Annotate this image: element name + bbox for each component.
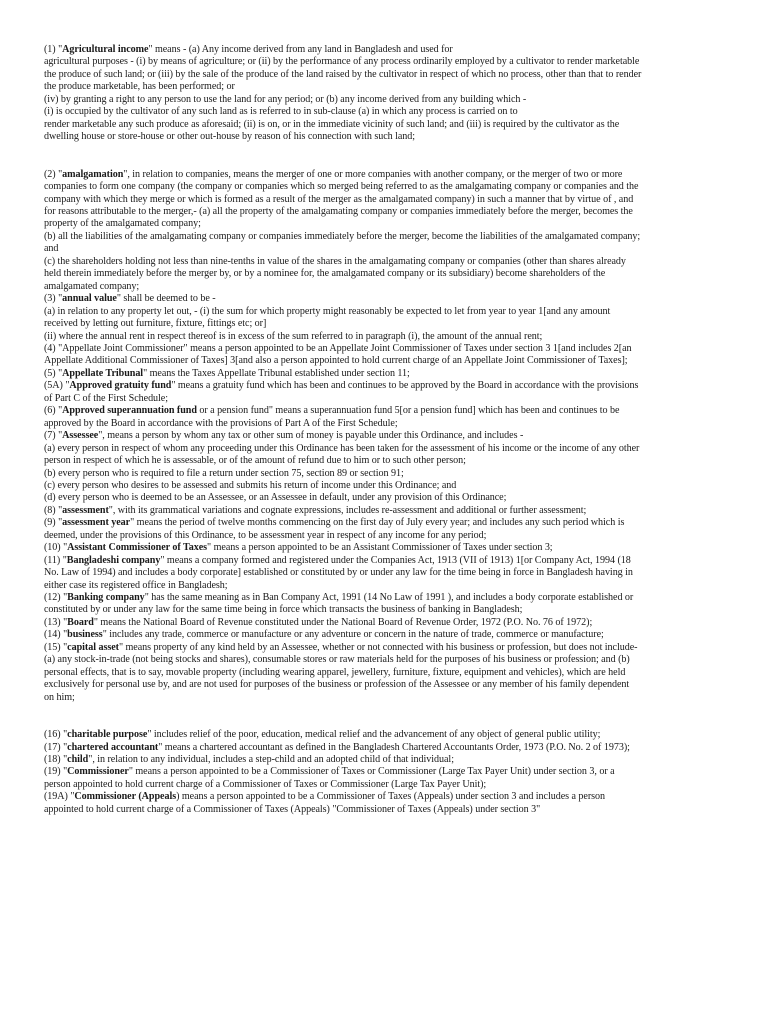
defined-term: Bangladeshi company [66,554,161,566]
document-line [44,44,724,56]
document-line: of Part C of the First Schedule; [44,392,168,404]
line-definition: " means a person appointed to be a Commissioner of Taxes or Commissioner (Large Tax Payer Unit) under section 3, or a [128,766,615,778]
document-line [44,542,724,554]
paragraph-gap [44,704,724,729]
document-line: agricultural purposes - (i) by means of agriculture; or (ii) by the performance of any process ordinarily employed by a cultivator to render marketable [44,56,640,68]
line-prefix: (19A) " [44,791,75,803]
document-line: for reasons attributable to the merger,- (a) all the property of the amalgamating company or companies immediately before the merger, becomes the [44,205,633,217]
document-line: property of the amalgamated company; [44,218,201,230]
document-line [44,754,724,766]
defined-term: assessment [62,504,109,516]
defined-term: Approved gratuity fund [69,380,172,392]
document-line [44,555,724,567]
line-definition: " shall be deemed to be - [116,293,216,305]
line-prefix: (7) " [44,430,63,442]
document-line [44,405,724,417]
document-line: (b) all the liabilities of the amalgamating company or companies immediately before the merger, become the liabilities of the amalgamated company; [44,230,641,242]
document-line: received by letting out furniture, fixture, fittings etc; or] [44,318,267,330]
line-prefix: (13) " [44,616,68,628]
line-definition: " includes any trade, commerce or manufacture or any adventure or concern in the nature of trade, commerce or manufacture; [102,629,604,641]
defined-term: amalgamation [62,168,124,180]
document-line: companies to form one company (the company or companies which so merged being referred to as the amalgamating company or companies and the [44,181,639,193]
document-line: (c) the shareholders holding not less than nine-tenths in value of the shares in the amalgamating company or companies (other than shares already [44,255,626,267]
document-line [44,368,724,380]
line-prefix: (16) " [44,729,68,741]
document-line [44,742,724,754]
line-definition: ", means a person by whom any tax or other sum of money is payable under this Ordinance, and includes - [98,430,524,442]
line-definition: ", in relation to any individual, includes a step-child and an adopted child of that individual; [88,754,454,766]
defined-term: business [67,629,103,641]
document-line: company with which they merge or which is formed as a result of the merger as the amalgamated company) in such a manner that by virtue of , and [44,193,634,205]
line-prefix: (18) " [44,754,68,766]
line-prefix: (17) " [44,741,68,753]
document-line [44,380,724,392]
line-definition: " means a person appointed to be an Assistant Commissioner of Taxes under section 3; [207,542,553,554]
line-prefix: (1) " [44,44,63,55]
document-line: dwelling house or store-house or other out-house by reason of his connection with such land; [44,131,416,143]
defined-term: Commissioner [67,766,129,778]
line-prefix: (15) " [44,641,68,653]
document-line: (ii) where the annual rent in respect thereof is in excess of the sum referred to in paragraph (i), the amount of the annual rent; [44,330,543,342]
document-line: the produce of such land; or (iii) by the sale of the produce of the land raised by the cultivator in respect of which no process, other than that to render [44,68,642,80]
document-line: person appointed to hold current charge of a Commissioner of Taxes or Commissioner (Large Tax Payer Unit); [44,778,487,790]
document-line: person in respect of which he is assessable, or of the amount of refund due to him or to such other person; [44,455,466,467]
line-prefix: (14) " [44,629,68,641]
line-prefix: (8) " [44,504,63,516]
document-line [44,791,724,803]
document-line: either case its registered office in Bangladesh; [44,579,228,591]
line-prefix: (12) " [44,592,68,604]
document-line [44,505,724,517]
line-definition: ", with its grammatical variations and cognate expressions, includes re-assessment and additional or further assessment; [108,504,587,516]
document-line: and [44,243,59,255]
document-line [44,430,724,442]
document-line: (a) in relation to any property let out, - (i) the sum for which property might reasonably be expected to let from year to year 1[and any amount [44,305,611,317]
line-definition: " includes relief of the poor, education, medical relief and the advancement of any object of general public utility; [147,729,601,741]
line-definition: " means the period of twelve months commencing on the first day of July every year; and includes any such period which is [130,517,625,529]
line-prefix: (19) " [44,766,68,778]
document-line: render marketable any such produce as aforesaid; (ii) is on, or in the immediate vicinity of such land; and (iii) is required by the cultivator as the [44,118,620,130]
document-line: (4) "Appellate Joint Commissioner" means a person appointed to be an Appellate Joint Commissioner of Taxes under section 3 1[and includes 2[an [44,342,632,354]
line-prefix: (5) " [44,367,63,379]
document-line [44,617,724,629]
line-definition: " means property of any kind held by an Assessee, whether or not connected with his business or profession, but does not include- [118,641,638,653]
document-line: (b) every person who is required to file a return under section 75, section 89 or section 91; [44,467,404,479]
line-prefix: (3) " [44,293,63,305]
document-line: constituted by or under any law for the same time being in force which transacts the business of banking in Bangladesh; [44,604,523,616]
document-line [44,592,724,604]
document-line: (c) every person who desires to be assessed and submits his return of income under this Ordinance; and [44,479,457,491]
document-line [44,293,724,305]
document-line [44,766,724,778]
document-line: on him; [44,691,75,703]
document-line: (i) is occupied by the cultivator of any such land as is referred to in sub-clause (a) in which any process is carried on to [44,106,518,118]
defined-term: Banking company [67,592,145,604]
line-prefix: (10) " [44,542,68,554]
line-definition: or a pension fund" means a superannuation fund 5[or a pension fund] which has been and continues to be [196,405,620,417]
document-line [44,629,724,641]
document-line: the produce marketable, has been performed; or [44,81,235,93]
line-prefix: (5A) " [44,380,70,392]
line-prefix: (9) " [44,517,63,529]
line-prefix: (2) " [44,168,63,180]
defined-term: Commissioner (Appeals [74,791,177,803]
document-line: (iv) by granting a right to any person to use the land for any period; or (b) any income derived from any building which - [44,93,527,105]
defined-term: capital asset [67,641,119,653]
document-line [44,517,724,529]
document-line: (a) any stock-in-trade (not being stocks and shares), consumable stores or raw materials held for the purposes of his business or profession; and (b) [44,654,630,666]
line-definition: " means - (a) Any income derived from any land in Bangladesh and used for [148,44,453,55]
document-line: (a) every person in respect of whom any proceeding under this Ordinance has been taken for the assessment of his income or the income of any other [44,442,640,454]
defined-term: assessment year [62,517,131,529]
line-definition: " means a gratuity fund which has been and continues to be approved by the Board in accordance with the provisions [171,380,639,392]
line-prefix: (11) " [44,554,67,566]
line-definition: " means the Taxes Appellate Tribunal established under section 11; [143,367,410,379]
document-line: approved by the Board in accordance with the provisions of Part A of the First Schedule; [44,417,398,429]
document-line: exclusively for personal use by, and are not used for purposes of the business or profession of the Assessee or any member of his family dependent [44,679,630,691]
paragraph-gap [44,144,724,169]
defined-term: Assessee [62,430,99,442]
document-line: No. Law of 1994) and includes a body corporate] established or constituted by or under any law for the time being in force in Bangladesh having in [44,567,633,579]
defined-term: Approved superannuation fund [62,405,197,417]
defined-term: Agricultural income [62,44,149,55]
defined-term: Assistant Commissioner of Taxes [67,542,208,554]
defined-term: Board [67,616,94,628]
document-line: personal effects, that is to say, movable property (including wearing apparel, jewellery, furniture, fixture, equipment and vehicles), which are held [44,666,626,678]
document-line [44,729,724,741]
defined-term: charitable purpose [67,729,148,741]
line-definition: " has the same meaning as in Ban Company Act, 1991 (14 No Law of 1991 ), and includes a body corporate established or [144,592,634,604]
defined-term: annual value [62,293,117,305]
defined-term: Appellate Tribunal [62,367,144,379]
defined-term: chartered accountant [67,741,159,753]
line-definition: " means the National Board of Revenue constituted under the National Board of Revenue Order, 1972 (P.O. No. 76 of 1972); [93,616,593,628]
line-definition: " means a company formed and registered under the Companies Act, 1913 (VII of 1913) 1[or Company Act, 1994 (18 [160,554,631,566]
document-line: held therein immediately before the merger by, or by a nominee for, the amalgamated company or its subsidiary) become shareholders of the [44,268,606,280]
document-line [44,169,724,181]
document-line: appointed to hold current charge of a Commissioner of Taxes (Appeals) "Commissioner of Taxes (Appeals) under section 3" [44,803,541,815]
defined-term: child [67,754,89,766]
line-definition: ", in relation to companies, means the merger of one or more companies with another company, or the merger of two or more [123,168,623,180]
document-line [44,642,724,654]
document-line: (d) every person who is deemed to be an Assessee, or an Assessee in default, under any provision of this Ordinance; [44,492,507,504]
document-line: Appellate Additional Commissioner of Taxes] 3[and also a person appointed to hold current charge of an Appellate Joint Commissioner of Taxes]; [44,355,628,367]
line-definition: " means a chartered accountant as defined in the Bangladesh Chartered Accountants Order, 1973 (P.O. No. 2 of 1973); [158,741,630,753]
document-line: amalgamated company; [44,280,140,292]
line-prefix: (6) " [44,405,63,417]
line-definition: ) means a person appointed to be a Commissioner of Taxes (Appeals) under section 3 and includes a person [176,791,606,803]
document-line: deemed, under the provisions of this Ordinance, to be assessment year in respect of any income for any period; [44,529,487,541]
